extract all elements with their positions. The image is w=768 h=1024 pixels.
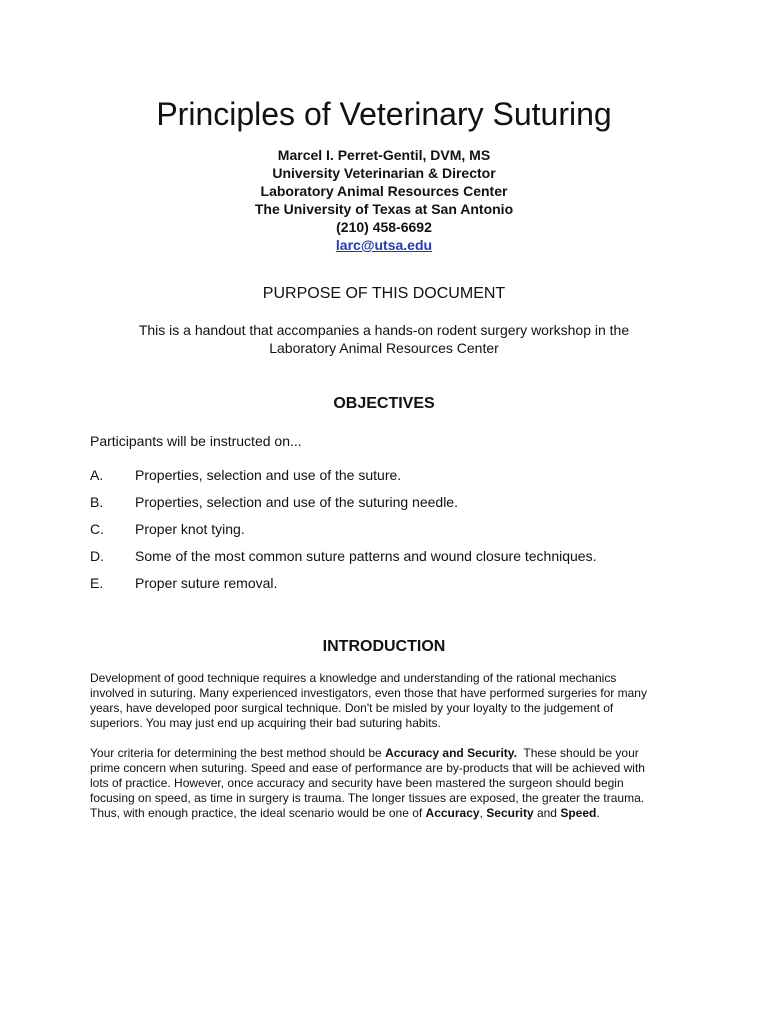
text-run: Thus, with enough practice, the ideal scenario would be one of	[90, 806, 426, 820]
paragraph-line: superiors. You may just end up acquiring their bad suturing habits.	[90, 716, 441, 730]
author-block	[0, 146, 768, 254]
emphasis-security: Security	[486, 806, 534, 820]
purpose-line: Laboratory Animal Resources Center	[269, 340, 499, 356]
paragraph-line	[90, 746, 690, 761]
list-item-text: Proper suture removal.	[135, 575, 278, 591]
objectives-list	[90, 466, 690, 601]
introduction-paragraph-1	[90, 671, 690, 731]
author-role: University Veterinarian & Director	[272, 165, 496, 181]
paragraph-line: involved in suturing. Many experienced investigators, even those that have performed surgeries for many	[90, 686, 647, 700]
text-run: and	[533, 806, 561, 820]
list-item-text: Some of the most common suture patterns and wound closure techniques.	[135, 548, 597, 564]
introduction-paragraph-2	[90, 746, 690, 821]
author-phone: (210) 458-6692	[336, 219, 432, 235]
document-title: Principles of Veterinary Suturing	[156, 96, 612, 132]
author-name: Marcel I. Perret-Gentil, DVM, MS	[277, 147, 491, 163]
list-item	[90, 520, 690, 547]
list-item-letter: A.	[90, 467, 104, 483]
list-item-text: Properties, selection and use of the suture.	[135, 467, 402, 483]
text-run: These should be your	[516, 746, 639, 760]
list-item-text: Properties, selection and use of the suturing needle.	[135, 494, 458, 510]
purpose-line: This is a handout that accompanies a hands-on rodent surgery workshop in the	[138, 322, 630, 338]
list-item	[90, 547, 690, 574]
paragraph-line: Development of good technique requires a knowledge and understanding of the rational mechanics	[90, 671, 617, 685]
author-department: Laboratory Animal Resources Center	[260, 183, 508, 199]
paragraph-line: prime concern when suturing. Speed and ease of performance are by-products that will be achieved with	[90, 761, 645, 775]
author-email-link[interactable]: larc@utsa.edu	[335, 237, 433, 253]
text-run: Your criteria for determining the best method should be	[90, 746, 386, 760]
emphasis-accuracy-security: Accuracy and Security.	[385, 746, 517, 760]
paragraph-line: focusing on speed, as time in surgery is trauma. The longer tissues are exposed, the greater the trauma.	[90, 791, 645, 805]
list-item	[90, 466, 690, 493]
list-item-letter: C.	[90, 521, 104, 537]
author-institution: The University of Texas at San Antonio	[254, 201, 514, 217]
emphasis-accuracy: Accuracy	[425, 806, 480, 820]
paragraph-line: lots of practice. However, once accuracy and security have been mastered the surgeon should begin	[90, 776, 624, 790]
list-item-text: Proper knot tying.	[135, 521, 245, 537]
objectives-lead: Participants will be instructed on...	[90, 433, 302, 449]
emphasis-speed: Speed	[560, 806, 597, 820]
purpose-text	[0, 321, 768, 357]
objectives-heading: OBJECTIVES	[333, 395, 435, 412]
list-item	[90, 574, 690, 601]
introduction-heading: INTRODUCTION	[322, 638, 446, 655]
list-item-letter: D.	[90, 548, 104, 564]
paragraph-line: years, have developed poor surgical technique. Don't be misled by your loyalty to the judgement of	[90, 701, 614, 715]
paragraph-line	[90, 806, 690, 821]
purpose-heading: PURPOSE OF THIS DOCUMENT	[262, 285, 506, 302]
list-item	[90, 493, 690, 520]
text-run: ,	[479, 806, 487, 820]
list-item-letter: E.	[90, 575, 104, 591]
text-run: .	[596, 806, 600, 820]
list-item-letter: B.	[90, 494, 104, 510]
